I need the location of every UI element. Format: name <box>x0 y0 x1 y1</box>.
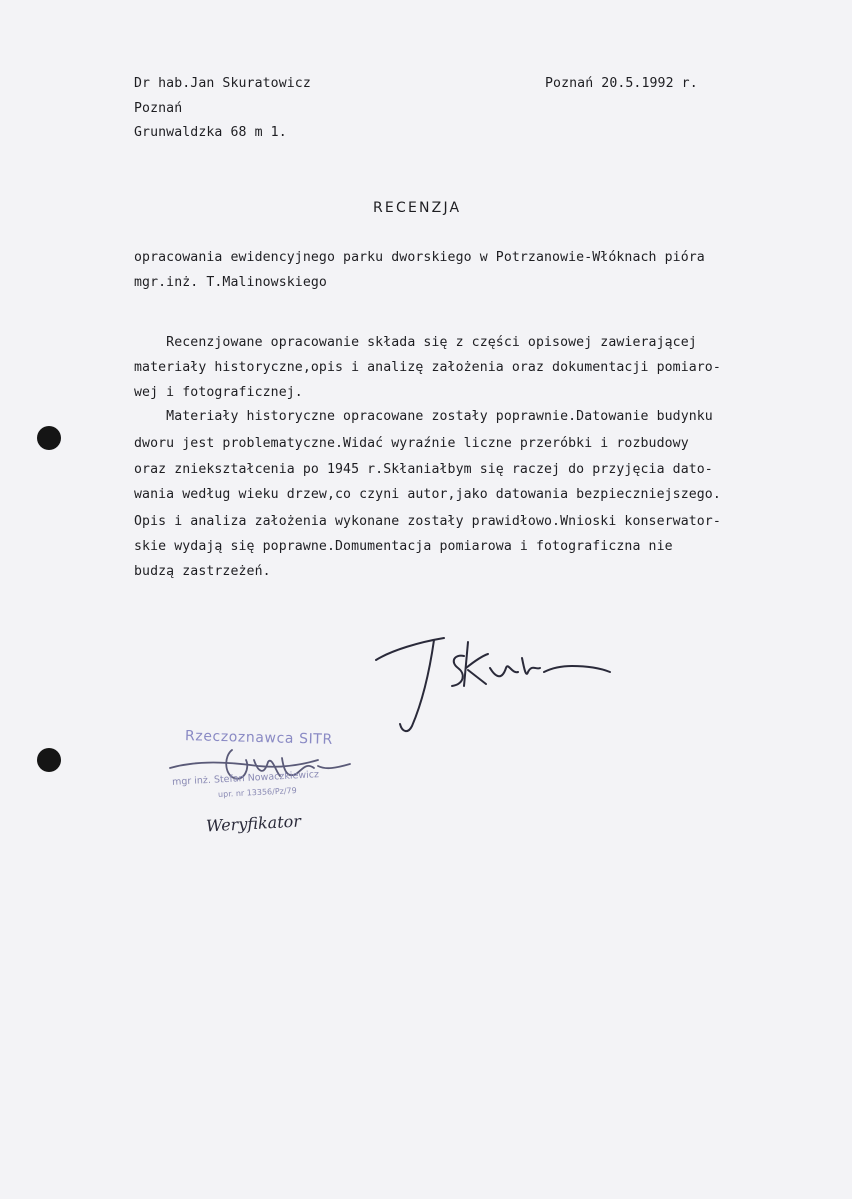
body-line: Materiały historyczne opracowane zostały poprawnie.Datowanie budynku <box>134 409 713 424</box>
stamp-name: mgr inż. Stefan Nowaczkiewicz <box>171 769 320 788</box>
subject-line: opracowania ewidencyjnego parku dworskiego w Potrzanowie-Włóknach pióra <box>134 250 705 265</box>
body-line: Recenzjowane opracowanie składa się z części opisowej zawierającej <box>134 335 697 350</box>
author-street: Grunwaldzka 68 m 1. <box>134 125 287 140</box>
body-line: budzą zastrzeżeń. <box>134 564 271 579</box>
place-date: Poznań 20.5.1992 r. <box>545 76 698 91</box>
document-title: RECENZJA <box>373 200 462 216</box>
body-line: materiały historyczne,opis i analizę założenia oraz dokumentacji pomiaro- <box>134 360 721 375</box>
body-line: Opis i analiza założenia wykonane zostały prawidłowo.Wnioski konserwator- <box>134 514 721 529</box>
subject-line: mgr.inż. T.Malinowskiego <box>134 275 327 290</box>
body-line: wej i fotograficznej. <box>134 385 303 400</box>
body-line: wania według wieku drzew,co czyni autor,jako datowania bezpieczniejszego. <box>134 487 721 502</box>
body-line: dworu jest problematyczne.Widać wyraźnie liczne przeróbki i rozbudowy <box>134 436 689 451</box>
stamp-number: upr. nr 13356/Pz/79 <box>217 785 297 800</box>
handwritten-note: Weryfikator <box>205 811 302 836</box>
body-line: skie wydają się poprawne.Domumentacja pomiarowa i fotograficzna nie <box>134 539 673 554</box>
author-city: Poznań <box>134 101 183 116</box>
punch-hole-top <box>37 426 61 450</box>
author-signature <box>372 628 612 738</box>
punch-hole-bottom <box>37 748 61 772</box>
stamp-title: Rzeczoznawca SITR <box>184 728 333 748</box>
body-line: oraz zniekształcenia po 1945 r.Skłaniałbym się raczej do przyjęcia dato- <box>134 462 713 477</box>
author-name: Dr hab.Jan Skuratowicz <box>134 76 311 91</box>
